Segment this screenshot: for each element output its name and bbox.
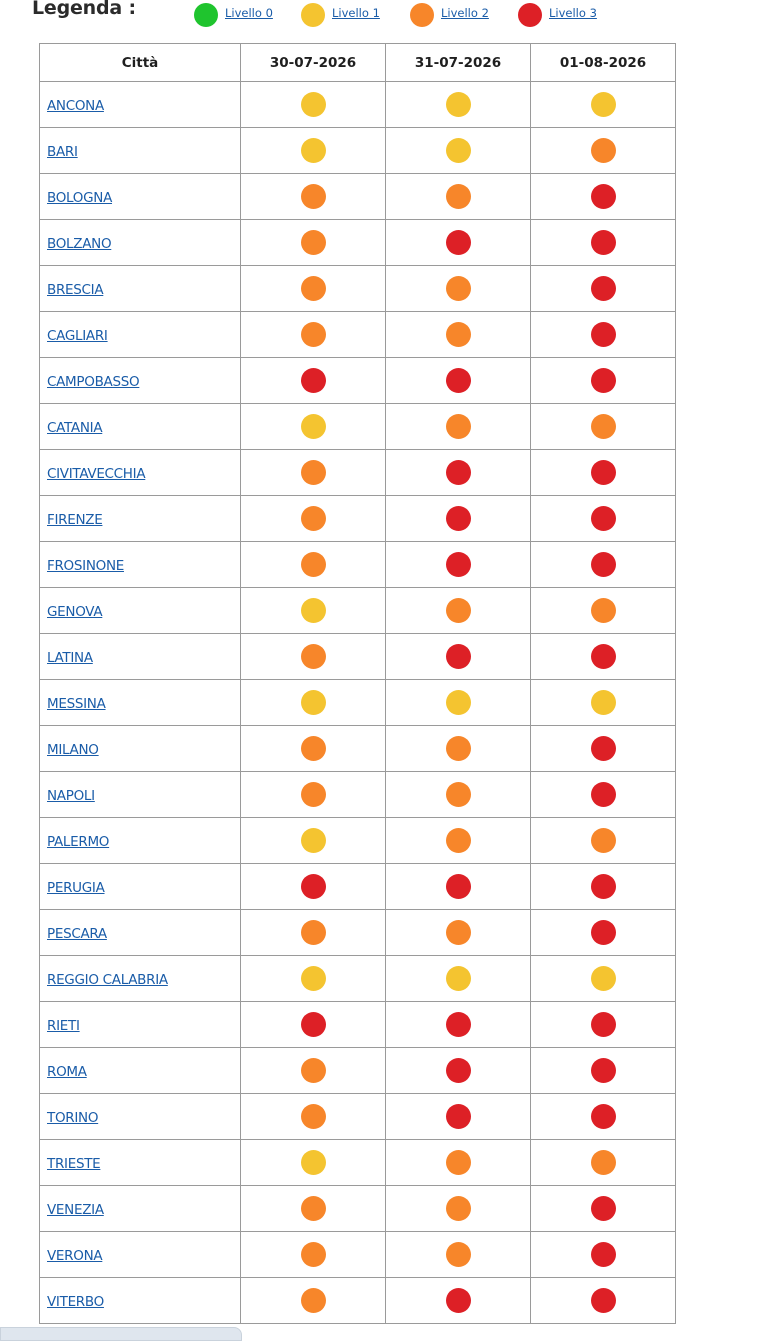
level-cell xyxy=(386,1232,531,1278)
level-2-dot-icon xyxy=(301,230,326,255)
level-3-dot-icon xyxy=(591,920,616,945)
level-cell xyxy=(241,1002,386,1048)
level-cell xyxy=(531,1094,676,1140)
city-link[interactable]: LATINA xyxy=(47,650,93,666)
table-header-row xyxy=(40,44,676,82)
level-1-dot-icon xyxy=(301,966,326,991)
legend-title: Legenda : xyxy=(32,0,136,19)
city-cell xyxy=(40,220,241,266)
level-3-dot-icon xyxy=(591,506,616,531)
level-2-dot-icon xyxy=(410,3,434,27)
level-cell xyxy=(531,220,676,266)
level-2-dot-icon xyxy=(446,276,471,301)
level-2-dot-icon xyxy=(446,828,471,853)
table-row xyxy=(40,818,676,864)
city-cell xyxy=(40,772,241,818)
level-3-dot-icon xyxy=(591,1058,616,1083)
level-cell xyxy=(386,220,531,266)
level-3-dot-icon xyxy=(591,322,616,347)
level-cell xyxy=(531,772,676,818)
level-2-dot-icon xyxy=(591,598,616,623)
level-cell xyxy=(386,542,531,588)
level-cell xyxy=(386,266,531,312)
table-row xyxy=(40,450,676,496)
city-link[interactable]: CAMPOBASSO xyxy=(47,374,140,390)
city-link[interactable]: VERONA xyxy=(47,1248,103,1264)
level-cell xyxy=(241,1048,386,1094)
table-row xyxy=(40,1186,676,1232)
level-3-dot-icon xyxy=(591,644,616,669)
level-cell xyxy=(531,910,676,956)
city-link[interactable]: BRESCIA xyxy=(47,282,104,298)
level-1-dot-icon xyxy=(446,966,471,991)
level-3-dot-icon xyxy=(446,230,471,255)
table-row xyxy=(40,220,676,266)
city-cell xyxy=(40,358,241,404)
city-cell xyxy=(40,496,241,542)
level-2-dot-icon xyxy=(301,552,326,577)
table-row xyxy=(40,82,676,128)
level-3-dot-icon xyxy=(446,552,471,577)
level-1-dot-icon xyxy=(591,690,616,715)
level-cell xyxy=(531,634,676,680)
level-2-dot-icon xyxy=(591,828,616,853)
level-cell xyxy=(241,726,386,772)
level-cell xyxy=(531,542,676,588)
level-2-dot-icon xyxy=(591,414,616,439)
city-cell xyxy=(40,818,241,864)
legend-link-livello-1[interactable]: Livello 1 xyxy=(332,6,380,20)
table-row xyxy=(40,726,676,772)
city-link[interactable]: TORINO xyxy=(47,1110,99,1126)
city-link[interactable]: TRIESTE xyxy=(47,1156,101,1172)
level-2-dot-icon xyxy=(446,920,471,945)
city-cell xyxy=(40,910,241,956)
level-2-dot-icon xyxy=(301,322,326,347)
level-1-dot-icon xyxy=(301,598,326,623)
level-0-dot-icon xyxy=(194,3,218,27)
level-cell xyxy=(386,726,531,772)
table-row xyxy=(40,588,676,634)
level-cell xyxy=(531,174,676,220)
level-cell xyxy=(386,772,531,818)
level-2-dot-icon xyxy=(301,1242,326,1267)
legend-link-livello-0[interactable]: Livello 0 xyxy=(225,6,273,20)
level-cell xyxy=(241,312,386,358)
level-cell xyxy=(241,1232,386,1278)
city-link[interactable]: PALERMO xyxy=(47,834,110,850)
level-3-dot-icon xyxy=(591,736,616,761)
level-cell xyxy=(531,1048,676,1094)
city-link[interactable]: BOLZANO xyxy=(47,236,112,252)
level-2-dot-icon xyxy=(301,736,326,761)
level-cell xyxy=(241,772,386,818)
level-3-dot-icon xyxy=(446,644,471,669)
level-cell xyxy=(386,1048,531,1094)
level-2-dot-icon xyxy=(446,598,471,623)
city-link[interactable]: MESSINA xyxy=(47,696,106,712)
level-cell xyxy=(531,1232,676,1278)
level-cell xyxy=(241,404,386,450)
city-link[interactable]: CIVITAVECCHIA xyxy=(47,466,146,482)
city-cell xyxy=(40,864,241,910)
level-cell xyxy=(241,1140,386,1186)
level-1-dot-icon xyxy=(446,138,471,163)
city-link[interactable]: PERUGIA xyxy=(47,880,105,896)
city-link[interactable]: CAGLIARI xyxy=(47,328,108,344)
level-cell xyxy=(386,1278,531,1324)
city-link[interactable]: VENEZIA xyxy=(47,1202,104,1218)
city-link[interactable]: NAPOLI xyxy=(47,788,95,804)
heat-level-table xyxy=(39,43,676,1324)
level-cell xyxy=(386,404,531,450)
level-2-dot-icon xyxy=(446,1196,471,1221)
city-cell xyxy=(40,588,241,634)
level-cell xyxy=(241,496,386,542)
city-cell xyxy=(40,1140,241,1186)
level-3-dot-icon xyxy=(446,1012,471,1037)
level-3-dot-icon xyxy=(591,1288,616,1313)
level-3-dot-icon xyxy=(301,1012,326,1037)
city-cell xyxy=(40,680,241,726)
table-row xyxy=(40,266,676,312)
level-cell xyxy=(531,82,676,128)
legend-link-livello-3[interactable]: Livello 3 xyxy=(549,6,597,20)
city-link[interactable]: FIRENZE xyxy=(47,512,103,528)
level-cell xyxy=(531,864,676,910)
level-cell xyxy=(386,588,531,634)
level-cell xyxy=(531,312,676,358)
level-2-dot-icon xyxy=(446,1150,471,1175)
level-cell xyxy=(531,818,676,864)
city-link[interactable]: CATANIA xyxy=(47,420,103,436)
table-row xyxy=(40,128,676,174)
level-cell xyxy=(531,1002,676,1048)
table-row xyxy=(40,680,676,726)
city-link[interactable]: FROSINONE xyxy=(47,558,124,574)
level-cell xyxy=(241,82,386,128)
level-1-dot-icon xyxy=(591,966,616,991)
level-3-dot-icon xyxy=(591,460,616,485)
level-2-dot-icon xyxy=(591,1150,616,1175)
city-cell xyxy=(40,1002,241,1048)
level-cell xyxy=(386,1094,531,1140)
level-1-dot-icon xyxy=(301,828,326,853)
level-cell xyxy=(386,1002,531,1048)
level-1-dot-icon xyxy=(301,92,326,117)
city-link[interactable]: BOLOGNA xyxy=(47,190,113,206)
city-cell xyxy=(40,1048,241,1094)
city-cell xyxy=(40,404,241,450)
level-cell xyxy=(241,956,386,1002)
city-cell xyxy=(40,542,241,588)
level-2-dot-icon xyxy=(301,1104,326,1129)
level-2-dot-icon xyxy=(301,276,326,301)
city-cell xyxy=(40,266,241,312)
level-3-dot-icon xyxy=(518,3,542,27)
level-cell xyxy=(241,1094,386,1140)
table-row xyxy=(40,864,676,910)
level-cell xyxy=(531,726,676,772)
level-2-dot-icon xyxy=(301,506,326,531)
table-row xyxy=(40,1232,676,1278)
level-2-dot-icon xyxy=(301,460,326,485)
level-cell xyxy=(531,956,676,1002)
city-link[interactable]: ANCONA xyxy=(47,98,104,114)
level-cell xyxy=(241,542,386,588)
level-cell xyxy=(386,864,531,910)
level-cell xyxy=(531,266,676,312)
table-row xyxy=(40,404,676,450)
level-2-dot-icon xyxy=(446,1242,471,1267)
level-1-dot-icon xyxy=(301,1150,326,1175)
level-3-dot-icon xyxy=(591,1012,616,1037)
level-cell xyxy=(241,910,386,956)
level-cell xyxy=(241,128,386,174)
city-cell xyxy=(40,956,241,1002)
city-link[interactable]: VITERBO xyxy=(47,1294,104,1310)
city-cell xyxy=(40,128,241,174)
level-3-dot-icon xyxy=(591,368,616,393)
level-cell xyxy=(241,358,386,404)
level-cell xyxy=(386,1186,531,1232)
level-2-dot-icon xyxy=(301,1058,326,1083)
level-1-dot-icon xyxy=(446,92,471,117)
city-cell xyxy=(40,174,241,220)
level-3-dot-icon xyxy=(446,368,471,393)
table-row xyxy=(40,1002,676,1048)
level-cell xyxy=(241,220,386,266)
city-link[interactable]: MILANO xyxy=(47,742,99,758)
level-2-dot-icon xyxy=(301,920,326,945)
legend xyxy=(32,0,732,26)
column-header-city: Città xyxy=(40,44,241,82)
level-cell xyxy=(531,404,676,450)
table-row xyxy=(40,1278,676,1324)
level-cell xyxy=(531,1278,676,1324)
table-row xyxy=(40,772,676,818)
level-cell xyxy=(241,1186,386,1232)
level-3-dot-icon xyxy=(591,184,616,209)
city-cell xyxy=(40,82,241,128)
table-row xyxy=(40,634,676,680)
level-cell xyxy=(386,1140,531,1186)
column-header-date-3: 01-08-2026 xyxy=(531,44,676,82)
level-2-dot-icon xyxy=(301,782,326,807)
level-1-dot-icon xyxy=(446,690,471,715)
level-3-dot-icon xyxy=(591,1104,616,1129)
city-link[interactable]: REGGIO CALABRIA xyxy=(47,972,168,988)
level-2-dot-icon xyxy=(446,322,471,347)
level-cell xyxy=(386,910,531,956)
level-cell xyxy=(241,588,386,634)
level-cell xyxy=(241,266,386,312)
level-1-dot-icon xyxy=(301,414,326,439)
level-2-dot-icon xyxy=(446,736,471,761)
level-1-dot-icon xyxy=(301,3,325,27)
table-row xyxy=(40,910,676,956)
table-row xyxy=(40,496,676,542)
table-row xyxy=(40,1048,676,1094)
city-cell xyxy=(40,634,241,680)
table-row xyxy=(40,1094,676,1140)
level-cell xyxy=(531,450,676,496)
level-2-dot-icon xyxy=(301,1196,326,1221)
bottom-toolbar-edge xyxy=(0,1327,242,1341)
level-2-dot-icon xyxy=(446,184,471,209)
level-3-dot-icon xyxy=(446,1288,471,1313)
table-row xyxy=(40,1140,676,1186)
level-2-dot-icon xyxy=(446,782,471,807)
level-cell xyxy=(386,312,531,358)
level-1-dot-icon xyxy=(301,138,326,163)
city-cell xyxy=(40,450,241,496)
legend-link-livello-2[interactable]: Livello 2 xyxy=(441,6,489,20)
level-2-dot-icon xyxy=(301,644,326,669)
level-cell xyxy=(386,128,531,174)
level-cell xyxy=(386,818,531,864)
level-cell xyxy=(531,358,676,404)
level-cell xyxy=(386,82,531,128)
level-3-dot-icon xyxy=(301,874,326,899)
level-cell xyxy=(241,1278,386,1324)
level-2-dot-icon xyxy=(446,414,471,439)
level-cell xyxy=(241,864,386,910)
city-cell xyxy=(40,726,241,772)
level-cell xyxy=(531,496,676,542)
level-cell xyxy=(531,1186,676,1232)
level-cell xyxy=(386,496,531,542)
level-cell xyxy=(531,128,676,174)
table-row xyxy=(40,358,676,404)
table-row xyxy=(40,312,676,358)
level-3-dot-icon xyxy=(591,230,616,255)
city-cell xyxy=(40,1186,241,1232)
level-cell xyxy=(386,634,531,680)
level-3-dot-icon xyxy=(446,874,471,899)
level-3-dot-icon xyxy=(591,1196,616,1221)
level-cell xyxy=(241,680,386,726)
city-cell xyxy=(40,1232,241,1278)
level-cell xyxy=(386,450,531,496)
level-1-dot-icon xyxy=(301,690,326,715)
level-3-dot-icon xyxy=(591,782,616,807)
level-3-dot-icon xyxy=(446,460,471,485)
level-cell xyxy=(386,956,531,1002)
city-link[interactable]: BARI xyxy=(47,144,78,160)
level-cell xyxy=(241,634,386,680)
city-link[interactable]: PESCARA xyxy=(47,926,107,942)
level-3-dot-icon xyxy=(446,1058,471,1083)
city-link[interactable]: RIETI xyxy=(47,1018,80,1034)
city-link[interactable]: GENOVA xyxy=(47,604,103,620)
city-link[interactable]: ROMA xyxy=(47,1064,87,1080)
level-cell xyxy=(386,680,531,726)
city-cell xyxy=(40,1278,241,1324)
level-3-dot-icon xyxy=(591,552,616,577)
level-cell xyxy=(386,358,531,404)
level-cell xyxy=(531,588,676,634)
level-cell xyxy=(241,174,386,220)
level-cell xyxy=(241,450,386,496)
city-cell xyxy=(40,312,241,358)
heat-level-table-container xyxy=(39,43,675,1324)
level-3-dot-icon xyxy=(591,276,616,301)
table-row xyxy=(40,174,676,220)
level-2-dot-icon xyxy=(301,1288,326,1313)
level-2-dot-icon xyxy=(591,138,616,163)
level-3-dot-icon xyxy=(301,368,326,393)
level-cell xyxy=(241,818,386,864)
table-row xyxy=(40,956,676,1002)
level-2-dot-icon xyxy=(301,184,326,209)
level-3-dot-icon xyxy=(446,506,471,531)
level-1-dot-icon xyxy=(591,92,616,117)
city-cell xyxy=(40,1094,241,1140)
level-cell xyxy=(531,1140,676,1186)
table-row xyxy=(40,542,676,588)
column-header-date-2: 31-07-2026 xyxy=(386,44,531,82)
level-3-dot-icon xyxy=(591,874,616,899)
level-3-dot-icon xyxy=(591,1242,616,1267)
column-header-date-1: 30-07-2026 xyxy=(241,44,386,82)
table-body xyxy=(40,82,676,1324)
level-cell xyxy=(531,680,676,726)
level-cell xyxy=(386,174,531,220)
level-3-dot-icon xyxy=(446,1104,471,1129)
